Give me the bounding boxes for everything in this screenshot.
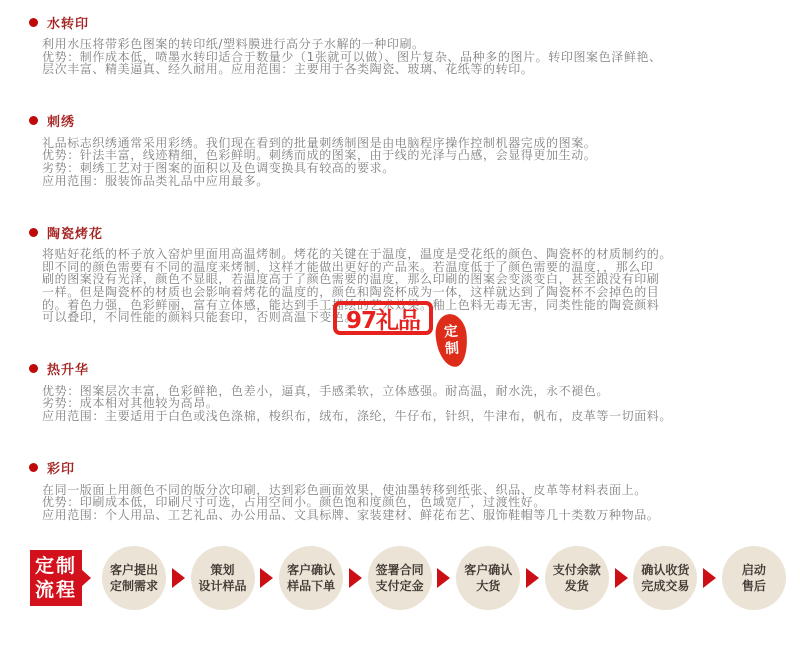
section-text-line: 优势：针法丰富，线迹精细，色彩鲜明。刺绣而成的图案，由于线的光泽与凸感，会显得更加生动。 (42, 148, 597, 163)
section-title: 水转印 (47, 16, 90, 32)
section-text-line: 在同一版面上用颜色不同的版分次印刷，达到彩色画面效果，使油墨转移到纸张、织品、皮革等材料表面上。 (42, 482, 647, 497)
flow-step-line1: 客户确认 (464, 563, 513, 577)
section-text-line: 即不同的颜色需要有不同的温度来烤制，这样才能做出更好的产品来。若温度低于了颜色需要的温度，，那么印 (42, 259, 654, 274)
flow-step-line1: 客户确认 (287, 563, 336, 577)
flow-step-circle (722, 546, 786, 610)
section-title: 热升华 (47, 363, 90, 379)
section-title: 陶瓷烤花 (47, 226, 104, 242)
section-header (0, 113, 800, 129)
bullet-icon (29, 463, 38, 472)
flow-title-line2: 流程 (34, 579, 77, 601)
section-body (42, 484, 800, 522)
section-body (42, 38, 800, 76)
craft-section (0, 113, 800, 187)
section-text-line: 优势：制作成本低，喷墨水转印适合于数量少（1张就可以做）、图片复杂、品种多的图片。转印图案色泽鲜艳、 (42, 49, 662, 64)
flow-step-line1: 支付余款 (552, 563, 601, 577)
section-text-line: 劣势：成本相对其他较为高昂。 (42, 396, 219, 411)
flow-step-line1: 启动 (741, 563, 766, 577)
section-text-line: 应用范围：个人用品、工艺礼品、办公用品、文具标牌、家装建材、鲜花布艺、服饰鞋帽等几十类数万种物品。 (42, 507, 660, 522)
bullet-icon (29, 364, 38, 373)
flow-step-line2: 完成交易 (641, 579, 690, 593)
seal-char-bottom: 制 (444, 340, 460, 357)
section-text-line: 应用范围：主要适用于白色或浅色涤棉，梭织布，绒布，涤纶，牛仔布，针织，牛津布，帆布，皮革等一切面料。 (42, 408, 673, 423)
arrow-right-icon (260, 568, 273, 588)
arrow-right-icon (615, 568, 628, 588)
section-text-line: 可以叠印，不同性能的颜料只能套印，否则高温下变色。 (42, 310, 358, 325)
section-header (0, 224, 800, 240)
section-header (0, 14, 800, 30)
flow-step-circle (545, 546, 609, 610)
flow-step-line2: 样品下单 (287, 579, 336, 593)
flow-title-badge (30, 550, 82, 606)
seal-char-top: 定 (443, 323, 459, 340)
bullet-icon (29, 18, 38, 27)
section-text-line: 的。着色力强，色彩鲜丽，富有立体感，能达到手工描绘的艺术效果。釉上色料无毒无害，同类性能的陶瓷颜料 (42, 297, 660, 312)
flow-step-circle (633, 546, 697, 610)
sections (0, 14, 800, 521)
flow-step-line2: 设计样品 (198, 579, 247, 593)
section-body (42, 385, 800, 423)
flow-step-circle (102, 546, 166, 610)
arrow-right-icon (172, 568, 185, 588)
section-text-line: 利用水压将带彩色图案的转印纸/塑料膜进行高分子水解的一种印刷。 (42, 37, 425, 51)
arrow-right-icon (349, 568, 362, 588)
section-header (0, 460, 800, 476)
section-header (0, 361, 800, 377)
section-text-line: 劣势：刺绣工艺对于图案的面积以及色调变换具有较高的要求。 (42, 160, 395, 175)
section-title: 刺绣 (47, 115, 76, 131)
flow-step-circle (279, 546, 343, 610)
flow-step-line2: 支付定金 (375, 579, 424, 593)
section-text-line: 礼品标志织绣通常采用彩绣。我们现在看到的批量刺绣制图是由电脑程序操作控制机器完成的图案。 (42, 135, 597, 150)
flow-step-circle (368, 546, 432, 610)
flow-step-line1: 策划 (210, 563, 235, 577)
flow-steps (102, 546, 786, 610)
customization-process-flow (0, 540, 800, 616)
section-text-line: 优势：印刷成本低，印刷尺寸可选，占用空间小。颜色饱和度颜色，色域宽广，过渡性好。 (42, 495, 547, 510)
section-text-line: 将贴好花纸的杯子放入窑炉里面用高温烤制。烤花的关键在于温度，温度是受花纸的颜色、陶瓷杯的材质制约的。 (42, 247, 673, 262)
section-text-line: 应用范围：服装饰品类礼品中应用最多。 (42, 173, 269, 188)
flow-step-line1: 签署合同 (375, 563, 424, 577)
flow-step-line1: 客户提出 (109, 563, 158, 577)
arrow-right-icon (703, 568, 716, 588)
flow-step-circle (191, 546, 255, 610)
bullet-icon (29, 228, 38, 237)
section-text-line: 优势：图案层次丰富，色彩鲜艳，色差小，逼真，手感柔软，立体感强。耐高温，耐水洗，永不褪色。 (42, 383, 610, 398)
craft-section (0, 361, 800, 423)
section-text-line: 层次丰富、精美逼真、经久耐用。应用范围：主要用于各类陶瓷、玻璃、花纸等的转印。 (42, 62, 534, 77)
section-body (42, 137, 800, 187)
flow-step-line2: 发货 (564, 579, 589, 593)
flow-step-line1: 确认收货 (641, 563, 690, 577)
flow-step-line2: 定制需求 (109, 579, 158, 593)
flow-step-circle (456, 546, 520, 610)
brand-watermark-text: 97礼品 (345, 307, 420, 334)
brand-watermark (333, 301, 433, 335)
flow-step-line2: 大货 (476, 579, 501, 593)
section-text-line: 刷的图案没有光泽，颜色不显眼，若温度高于了颜色需要的温度，那么印刷的图案会变淡变白，甚至跟没有印刷 (42, 272, 660, 287)
arrow-right-icon (437, 568, 450, 588)
arrow-right-icon (526, 568, 539, 588)
section-title: 彩印 (47, 462, 76, 477)
bullet-icon (29, 116, 38, 125)
craft-section (0, 460, 800, 522)
craft-section (0, 14, 800, 76)
flow-step-line2: 售后 (741, 579, 766, 593)
section-text-line: 一样。但是陶瓷杯的材质也会影响着烤花的温度的，颜色和陶瓷杯成为一体，这样就达到了陶瓷杯不会掉色的目 (42, 284, 660, 299)
flow-title-line1: 定制 (34, 555, 77, 577)
